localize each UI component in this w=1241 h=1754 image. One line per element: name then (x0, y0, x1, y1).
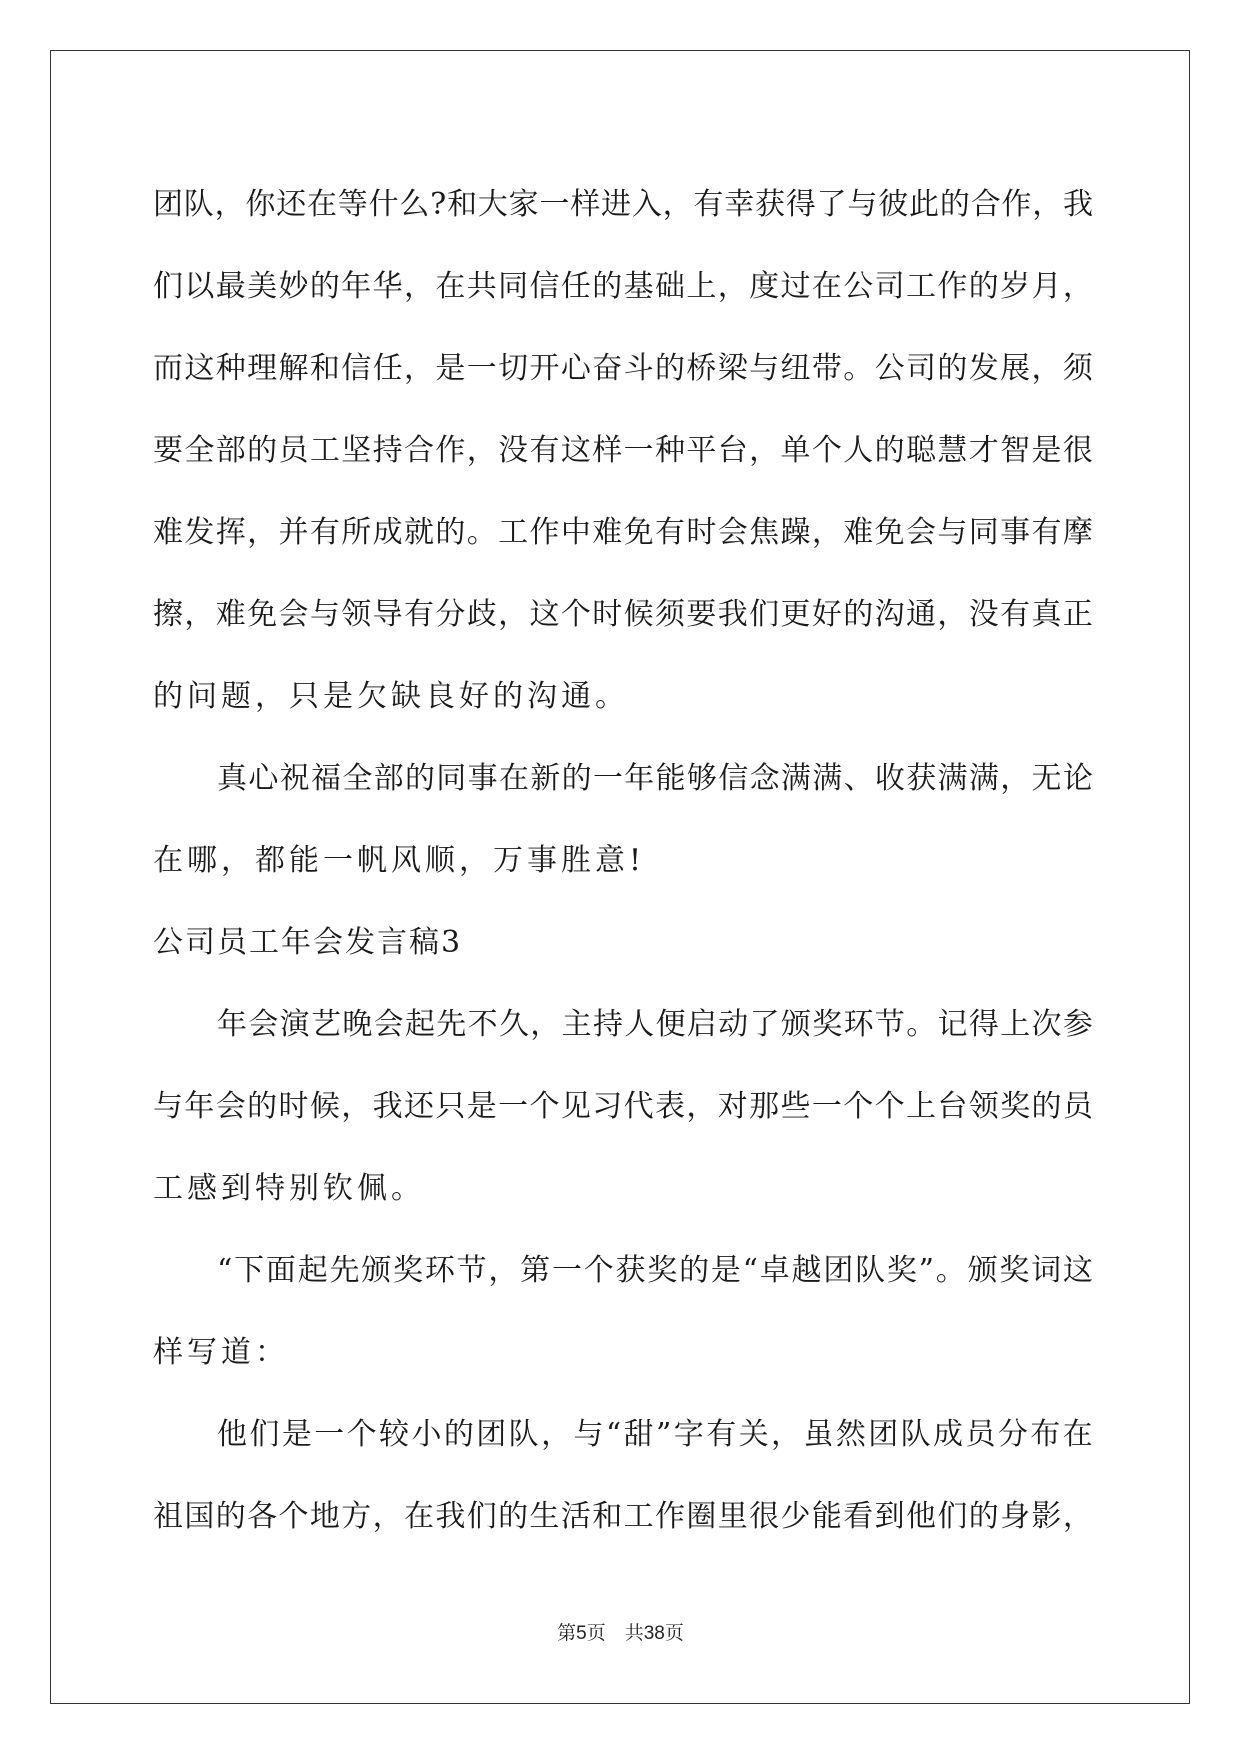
text-line: 们 以 最 美 妙 的 年 华 ， 在 共 同 信 任 的 基 础 上 ， 度 过 在 公 司 工 作 的 岁 月 ， (153, 269, 1093, 304)
paragraph-first-line: 真 心 祝 福 全 部 的 同 事 在 新 的 一 年 能 够 信 念 满 满 、 收 获 满 满 ， 无 论 (217, 761, 1093, 796)
text-line: 祖 国 的 各 个 地 方 ， 在 我 们 的 生 活 和 工 作 圈 里 很 少 能 看 到 他 们 的 身 影 ， (153, 1499, 1093, 1534)
paragraph-last-line: 的问题，只是欠缺良好的沟通。 (153, 679, 629, 714)
text-line: 与 年 会 的 时 候 ， 我 还 只 是 一 个 见 习 代 表 ， 对 那 些 一 个 个 上 台 领 奖 的 员 (153, 1089, 1093, 1124)
text-line: 团 队 ， 你 还 在 等 什 么 ? 和 大 家 一 样 进 入 ， 有 幸 获 得 了 与 彼 此 的 合 作 ， 我 (153, 187, 1093, 222)
paragraph-last-line: 工感到特别钦佩。 (153, 1171, 425, 1206)
text-line: 难 发 挥 ， 并 有 所 成 就 的 。 工 作 中 难 免 有 时 会 焦 躁 ， 难 免 会 与 同 事 有 摩 (153, 515, 1093, 550)
paragraph-first-line: 年 会 演 艺 晚 会 起 先 不 久 ， 主 持 人 便 启 动 了 颁 奖 环 节 。 记 得 上 次 参 (217, 1007, 1093, 1042)
paragraph-last-line: 样写道： (153, 1335, 289, 1370)
footer-prefix: 第 (557, 1622, 577, 1644)
document-body (153, 164, 1093, 1558)
text-line: 要 全 部 的 员 工 坚 持 合 作 ， 没 有 这 样 一 种 平 台 ， 单 个 人 的 聪 慧 才 智 是 很 (153, 433, 1093, 468)
text-line: 擦 ， 难 免 会 与 领 导 有 分 歧 ， 这 个 时 候 须 要 我 们 更 好 的 沟 通 ， 没 有 真 正 (153, 597, 1093, 632)
paragraph-last-line: 在哪，都能一帆风顺，万事胜意! (153, 843, 646, 878)
paragraph-first-line: “ 下 面 起 先 颁 奖 环 节 ， 第 一 个 获 奖 的 是 “ 卓 越 团 队 奖 ” 。 颁 奖 词 这 (217, 1253, 1093, 1288)
footer-page-number: 5 (576, 1623, 587, 1644)
footer-total-pages: 38 (643, 1623, 665, 1644)
footer-suffix: 页 (664, 1622, 684, 1644)
section-heading: 公司员工年会发言稿3 (153, 925, 463, 960)
paragraph-first-line: 他 们 是 一 个 较 小 的 团 队 ， 与 “ 甜 ” 字 有 关 ， 虽 然 团 队 成 员 分 布 在 (217, 1417, 1093, 1452)
page-footer (0, 1618, 1241, 1645)
text-line: 而 这 种 理 解 和 信 任 ， 是 一 切 开 心 奋 斗 的 桥 梁 与 纽 带 。 公 司 的 发 展 ， 须 (153, 351, 1093, 386)
footer-mid: 页 共 (586, 1622, 644, 1644)
